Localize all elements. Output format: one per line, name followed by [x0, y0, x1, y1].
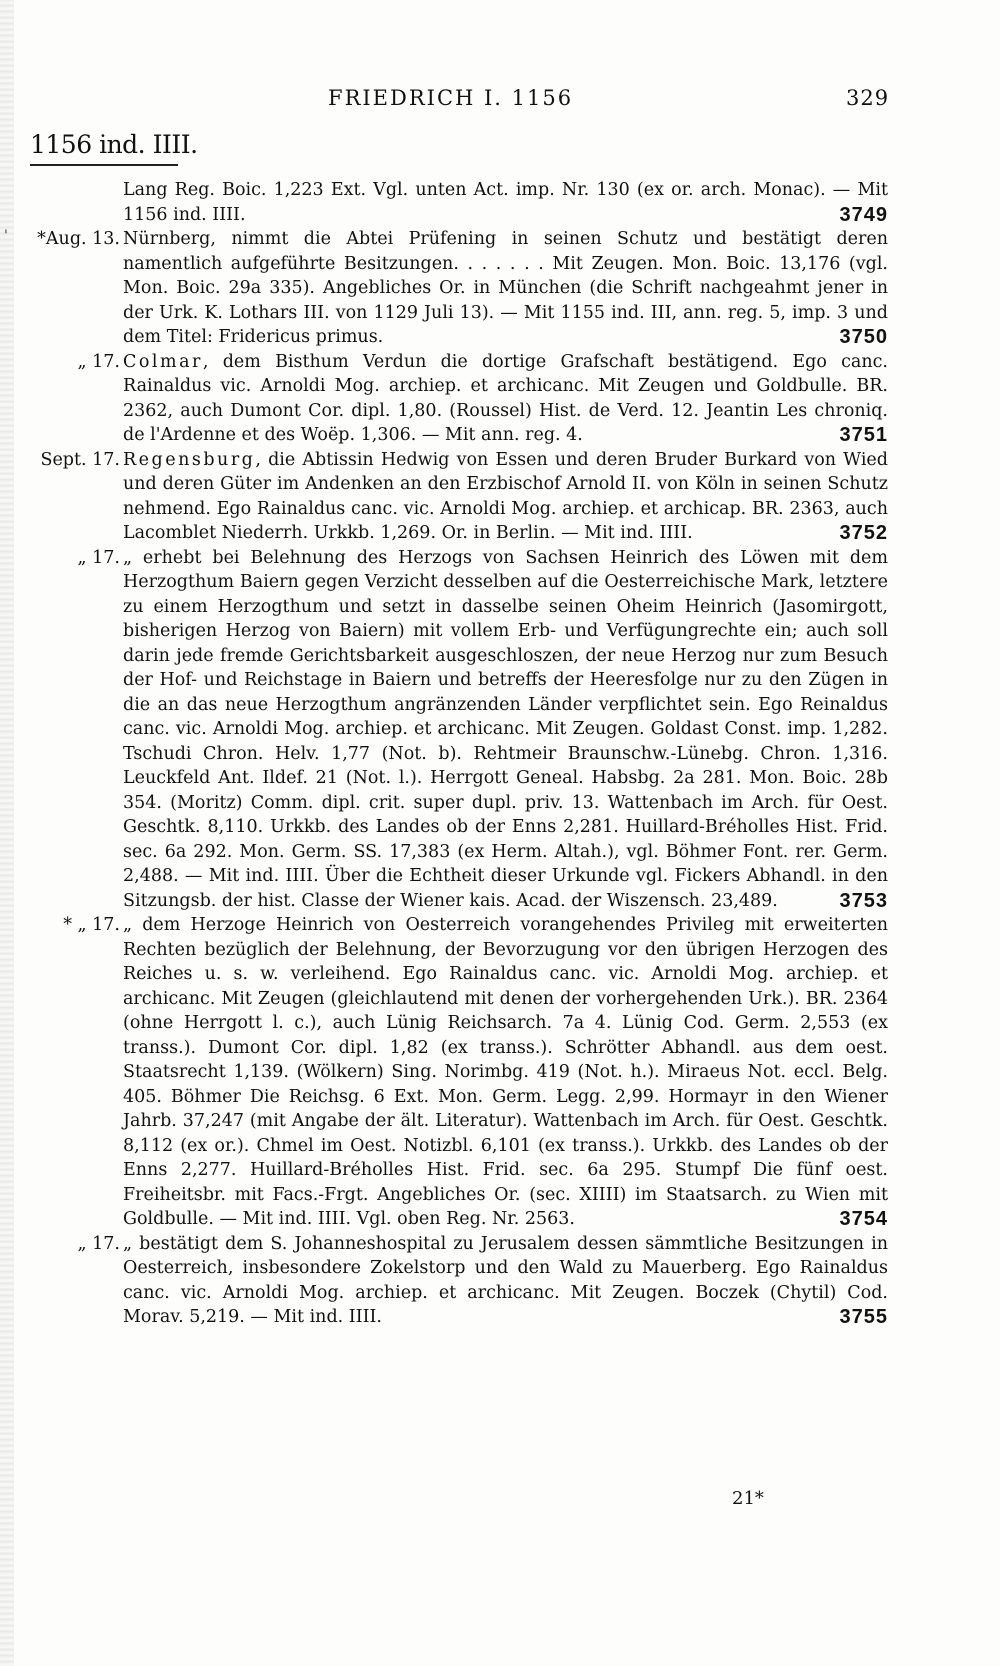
entry-place: Colmar	[123, 351, 203, 372]
heading-rule	[30, 164, 178, 166]
regest-entry-3751	[0, 350, 1000, 448]
entry-text: , dem Bisthum Verdun die dortige Grafschaft bestätigend. Ego canc. Rainaldus vic. Arnoldi Mog. archiep. et archicanc. Mit Zeugen und Goldbulle. BR. 2362, auch Dumont Cor. dipl. 1,80. (Roussel) Hist. de Verd. 12. Jeantin Les chroniq. de l'Ardenne et des Woëp. 1,306. — Mit ann. reg. 4.	[123, 351, 888, 445]
entry-number: 3754	[839, 1208, 888, 1230]
entry-body	[123, 913, 888, 1232]
regest-entry-3753	[0, 546, 1000, 914]
entry-number: 3749	[839, 203, 888, 226]
entry-body	[123, 546, 888, 914]
regest-entry-3749	[0, 178, 1000, 227]
sheet-signature: 21*	[732, 1488, 764, 1509]
entry-number: 3751	[839, 424, 888, 446]
entry-place: „	[123, 915, 133, 935]
regest-entry-3750	[0, 227, 1000, 350]
page-header	[0, 86, 1000, 116]
entry-place: Nürnberg	[123, 229, 211, 249]
entry-date: „ 17.	[77, 547, 120, 568]
entry-date: *Aug. 13.	[37, 229, 120, 249]
entry-text: , nimmt die Abtei Prüfening in seinen Schutz und bestätigt deren namentlich aufgeführte Besitzungen. . . . . . . Mit Zeugen. Mon. Boic. 13,176 (vgl. Mon. Boic. 29a 335). Angebliches Or. in München (die Schrift nachgeahmt jener in der Urk. K. Lothars III. von 1129 Juli 13). — Mit 1155 ind. III, ann. reg. 5, imp. 3 und dem Titel: Fridericus primus.	[123, 229, 888, 347]
entry-body	[123, 1232, 888, 1330]
entry-text: dem Herzoge Heinrich von Oesterreich vorangehendes Privileg mit erweiterten Rechten bezüglich der Belehnung, der Bevorzugung vor den übrigen Herzogen des Reiches u. s. w. verleihend. Ego Rainaldus canc. vic. Arnoldi Mog. archiep. et archicanc. Mit Zeugen (gleichlautend mit denen der vorhergehenden Urk.). BR. 2364 (ohne Herrgott l. c.), auch Lünig Reichsarch. 7a 4. Lünig Cod. Germ. 2,553 (ex transs.). Dumont Cor. dipl. 1,82 (ex transs.). Schrötter Abhandl. aus dem oest. Staatsrecht 1,139. (Wölkern) Sing. Norimbg. 419 (Not. h.). Miraeus Not. eccl. Belg. 405. Böhmer Die Reichsg. 6 Ext. Mon. Germ. Legg. 2,99. Hormayr in den Wiener Jahrb. 37,247 (mit Angabe der ält. Literatur). Wattenbach im Arch. für Oest. Geschtk. 8,112 (ex or.). Chmel im Oest. Notizbl. 6,101 (ex transs.). Urkkb. des Landes ob der Enns 2,277. Huillard-Bréholles Hist. Frid. sec. 6a 295. Stumpf Die fünf oest. Freiheitsbr. mit Facs.-Frgt. Angebliches Or. (sec. XIIII) im Staatsarch. zu Wien mit Goldbulle. — Mit ind. IIII. Vgl. oben Reg. Nr. 2563.	[123, 915, 888, 1229]
entry-date: „ 17.	[77, 351, 120, 372]
page-number: 329	[846, 86, 890, 110]
entry-text: , die Abtissin Hedwig von Essen und deren Bruder Burkard von Wied und deren Güter im Andenken an den Erzbischof Arnold II. von Köln in seinen Schutz nehmend. Ego Rainaldus canc. vic. Arnoldi Mog. archiep. et archicap. BR. 2363, auch Lacomblet Niederrh. Urkkb. 1,269. Or. in Berlin. — Mit ind. IIII.	[123, 449, 888, 543]
entry-body	[123, 227, 888, 350]
regest-entry-3754	[0, 913, 1000, 1232]
entry-text: bestätigt dem S. Johanneshospital zu Jerusalem dessen sämmtliche Besitzungen in Oesterreich, insbesondere Zokelstorp und den Wald zu Mauerberg. Ego Rainaldus canc. vic. Arnoldi Mog. archiep. et archicanc. Mit Zeugen. Boczek (Chytil) Cod. Morav. 5,219. — Mit ind. IIII.	[123, 1233, 888, 1327]
regesta-entries	[0, 178, 1000, 1330]
entry-number: 3752	[839, 522, 888, 544]
entry-date: Sept. 17.	[40, 449, 120, 470]
entry-place: „	[123, 547, 133, 568]
regest-entry-3755	[0, 1232, 1000, 1330]
entry-place: Regensburg	[123, 449, 256, 470]
regest-entry-3752	[0, 448, 1000, 546]
margin-tick: '	[4, 228, 8, 244]
entry-date: „ 17.	[77, 1233, 120, 1254]
running-title: FRIEDRICH I. 1156	[328, 86, 574, 110]
entry-number: 3750	[839, 326, 888, 348]
entry-place: „	[123, 1233, 133, 1254]
entry-body	[123, 448, 888, 546]
entry-text: erhebt bei Belehnung des Herzogs von Sachsen Heinrich des Löwen mit dem Herzogthum Baiern gegen Verzicht desselben auf die Oesterreichische Mark, letztere zu einem Herzogthum und setzt in dasselbe seinen Oheim Heinrich (Jasomirgott, bisherigen Herzog von Baiern) mit vollem Erb- und Verfügungrechte ein; auch soll darin jede fremde Gerichtsbarkeit ausgeschloszen, der neue Herzog nur zum Besuch der Hof- und Reichstage in Baiern und betreffs der Heeresfolge nur zu den Zügen in die an das neue Herzogthum angränzenden Länder verpflichtet sein. Ego Reinaldus canc. vic. Arnoldi Mog. archiep. et archicanc. Mit Zeugen. Goldast Const. imp. 1,282. Tschudi Chron. Helv. 1,77 (Not. b). Rehtmeir Braunschw.-Lünebg. Chron. 1,316. Leuckfeld Ant. Ildef. 21 (Not. l.). Herrgott Geneal. Habsbg. 2a 281. Mon. Boic. 28b 354. (Moritz) Comm. dipl. crit. super dupl. priv. 13. Wattenbach im Arch. für Oest. Geschtk. 8,110. Urkkb. des Landes ob der Enns 2,281. Huillard-Bréholles Hist. Frid. sec. 6a 292. Mon. Germ. SS. 17,383 (ex Herm. Altah.), vgl. Böhmer Font. rer. Germ. 2,488. — Mit ind. IIII. Über die Echtheit dieser Urkunde vgl. Fickers Abhandl. in den Sitzungsb. der hist. Classe der Wiener kais. Acad. der Wiszensch. 23,489.	[123, 547, 888, 911]
entry-number: 3755	[839, 1306, 888, 1328]
indiction-heading: 1156 ind. IIII.	[30, 130, 198, 159]
entry-date: * „ 17.	[63, 915, 120, 935]
entry-number: 3753	[839, 889, 888, 912]
entry-body	[123, 350, 888, 448]
entry-text: Lang Reg. Boic. 1,223 Ext. Vgl. unten Act. imp. Nr. 130 (ex or. arch. Monac). — Mit 1156 ind. IIII.	[123, 180, 888, 225]
entry-body	[123, 178, 888, 227]
